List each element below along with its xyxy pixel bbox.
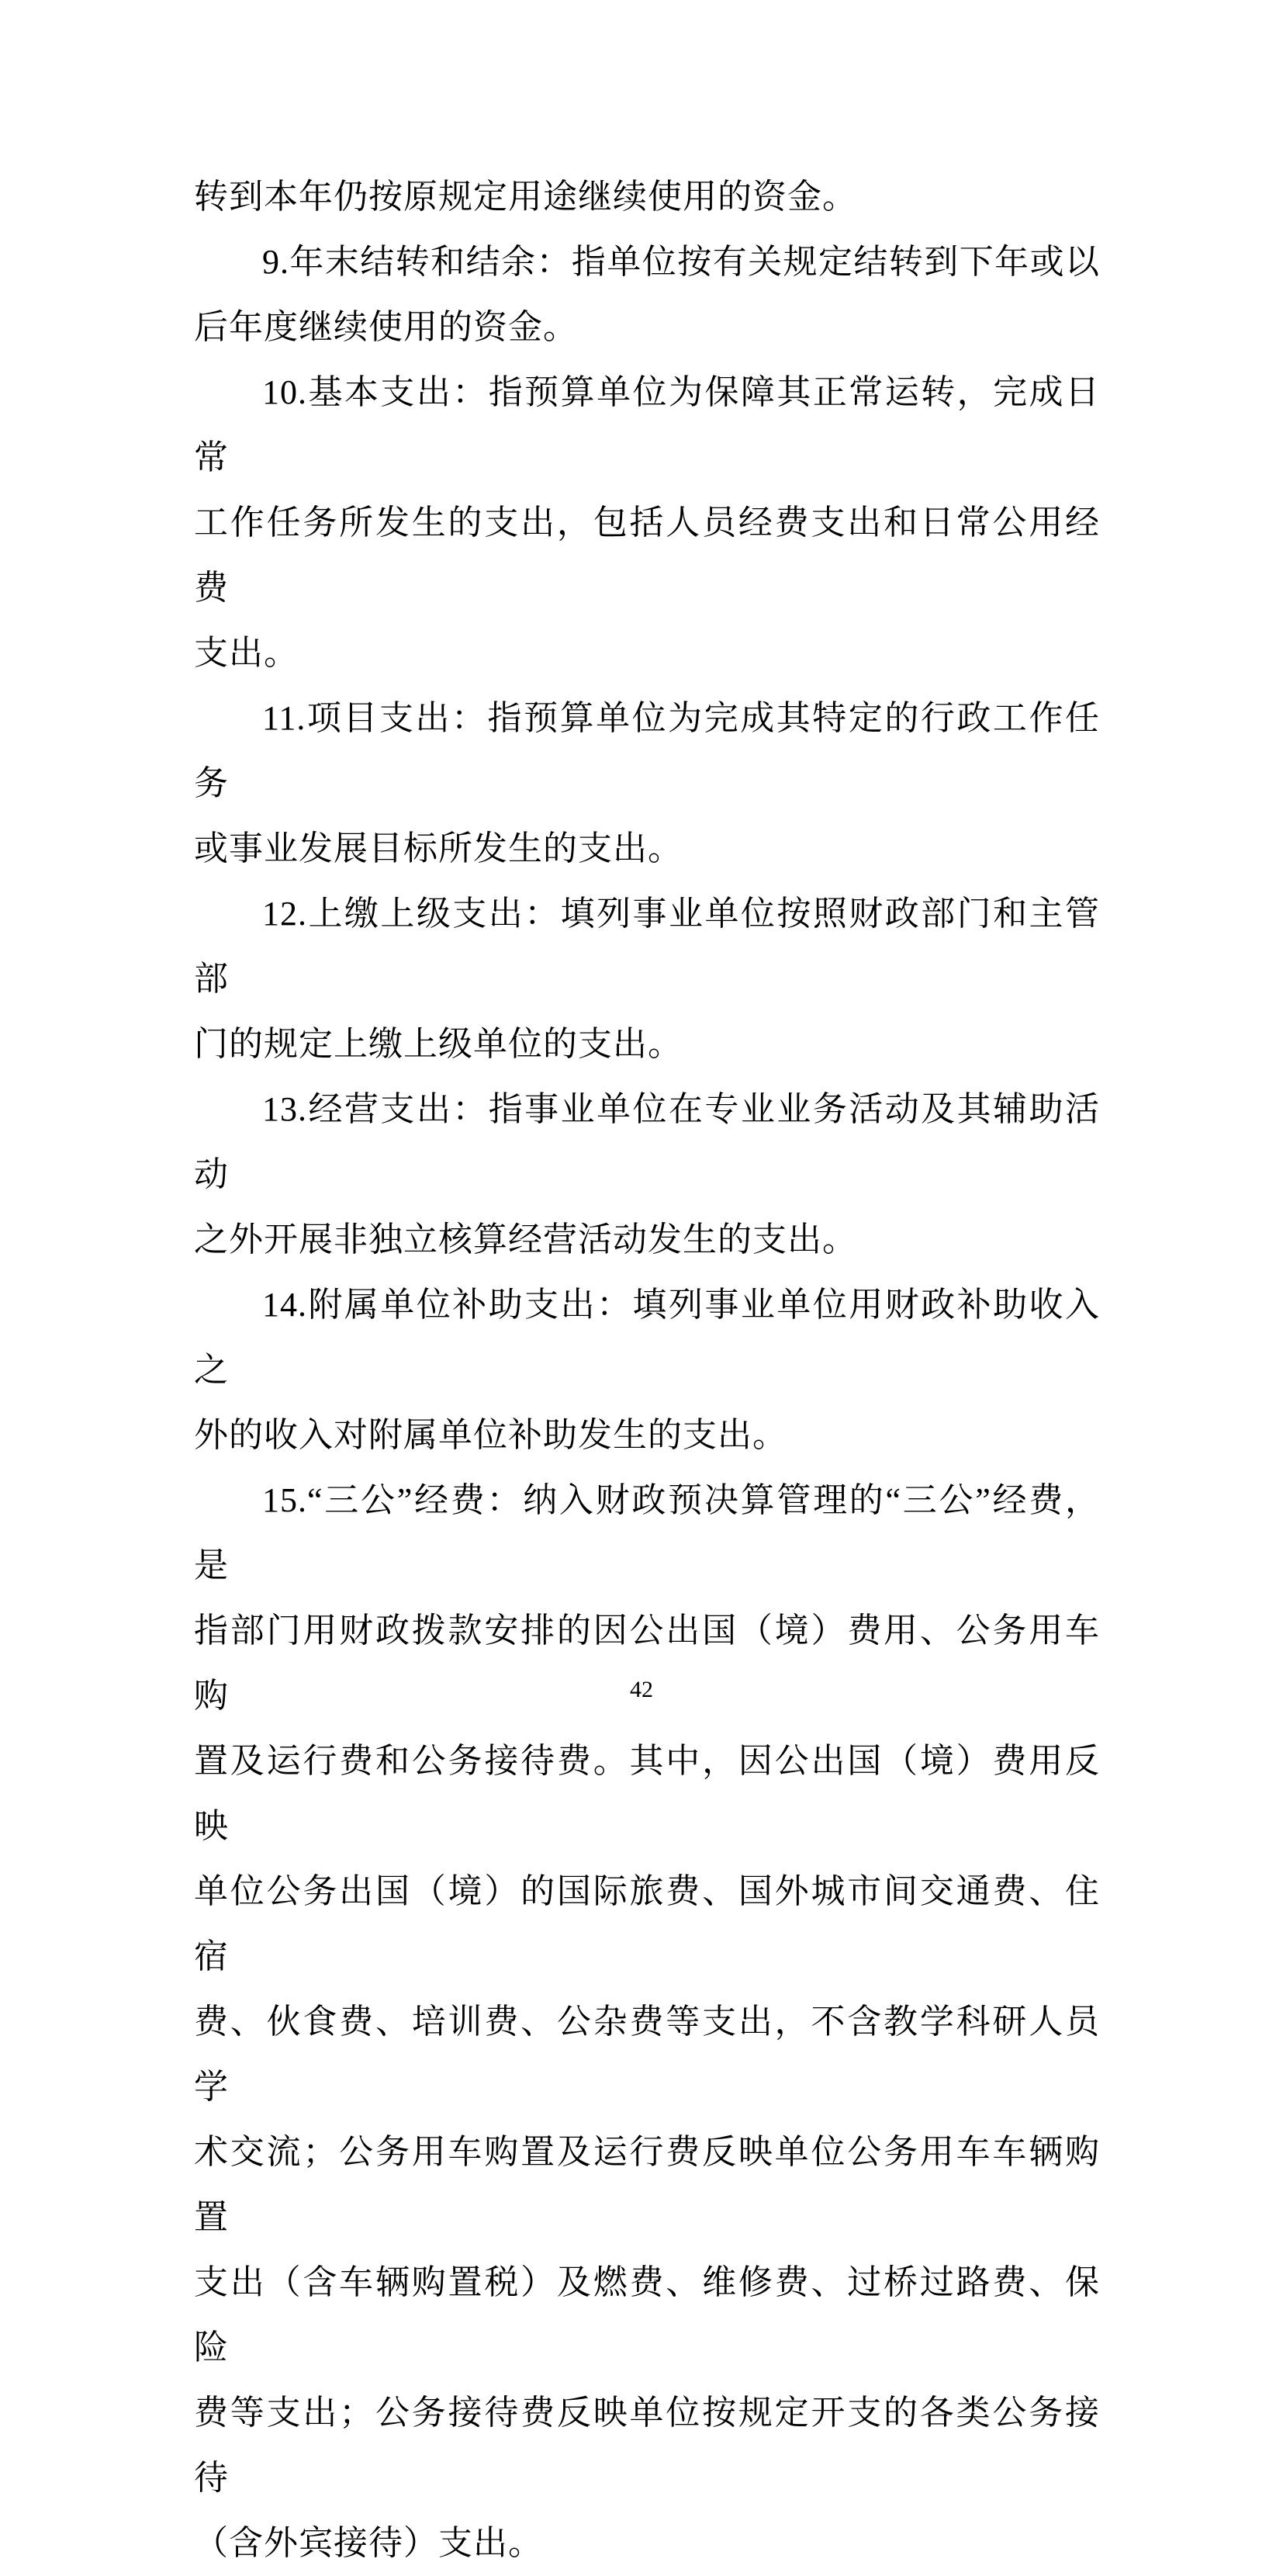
text-line: 工作任务所发生的支出，包括人员经费支出和日常公用经费 xyxy=(194,504,1100,607)
text-line: 15.“三公”经费：纳入财政预决算管理的“三公”经费，是 xyxy=(194,1481,1100,1584)
text-line: 14.附属单位补助支出：填列事业单位用财政补助收入之 xyxy=(194,1286,1100,1389)
text-line: 13.经营支出：指事业单位在专业业务活动及其辅助活动 xyxy=(194,1090,1100,1193)
text-line: 置及运行费和公务接待费。其中，因公出国（境）费用反映 xyxy=(194,1742,1100,1845)
text-line: 或事业发展目标所发生的支出。 xyxy=(194,829,683,867)
text-line: 单位公务出国（境）的国际旅费、国外城市间交通费、住宿 xyxy=(194,1872,1100,1975)
text-line: 支出。 xyxy=(194,634,299,672)
text-line: 术交流；公务用车购置及运行费反映单位公务用车车辆购置 xyxy=(194,2133,1100,2236)
text-line: 费等支出；公务接待费反映单位按规定开支的各类公务接待 xyxy=(194,2394,1100,2497)
text-line: （含外宾接待）支出。 xyxy=(194,2524,543,2562)
text-line: 10.基本支出：指预算单位为保障其正常运转，完成日常 xyxy=(194,373,1100,476)
body-text xyxy=(194,164,1100,2576)
text-line: 11.项目支出：指预算单位为完成其特定的行政工作任务 xyxy=(194,699,1100,802)
text-line: 外的收入对附属单位补助发生的支出。 xyxy=(194,1416,787,1454)
text-line: 后年度继续使用的资金。 xyxy=(194,308,578,346)
text-line: 9.年末结转和结余：指单位按有关规定结转到下年或以 xyxy=(262,243,1100,281)
text-line: 转到本年仍按原规定用途继续使用的资金。 xyxy=(194,178,857,216)
text-line: 支出（含车辆购置税）及燃费、维修费、过桥过路费、保险 xyxy=(194,2263,1100,2367)
text-line: 指部门用财政拨款安排的因公出国（境）费用、公务用车购 xyxy=(194,1612,1100,1715)
text-line: 12.上缴上级支出：填列事业单位按照财政部门和主管部 xyxy=(194,895,1100,998)
text-line: 之外开展非独立核算经营活动发生的支出。 xyxy=(194,1220,857,1259)
text-line: 费、伙食费、培训费、公杂费等支出，不含教学科研人员学 xyxy=(194,2003,1100,2106)
text-line: 门的规定上缴上级单位的支出。 xyxy=(194,1025,683,1063)
page-number: 42 xyxy=(630,1677,653,1702)
